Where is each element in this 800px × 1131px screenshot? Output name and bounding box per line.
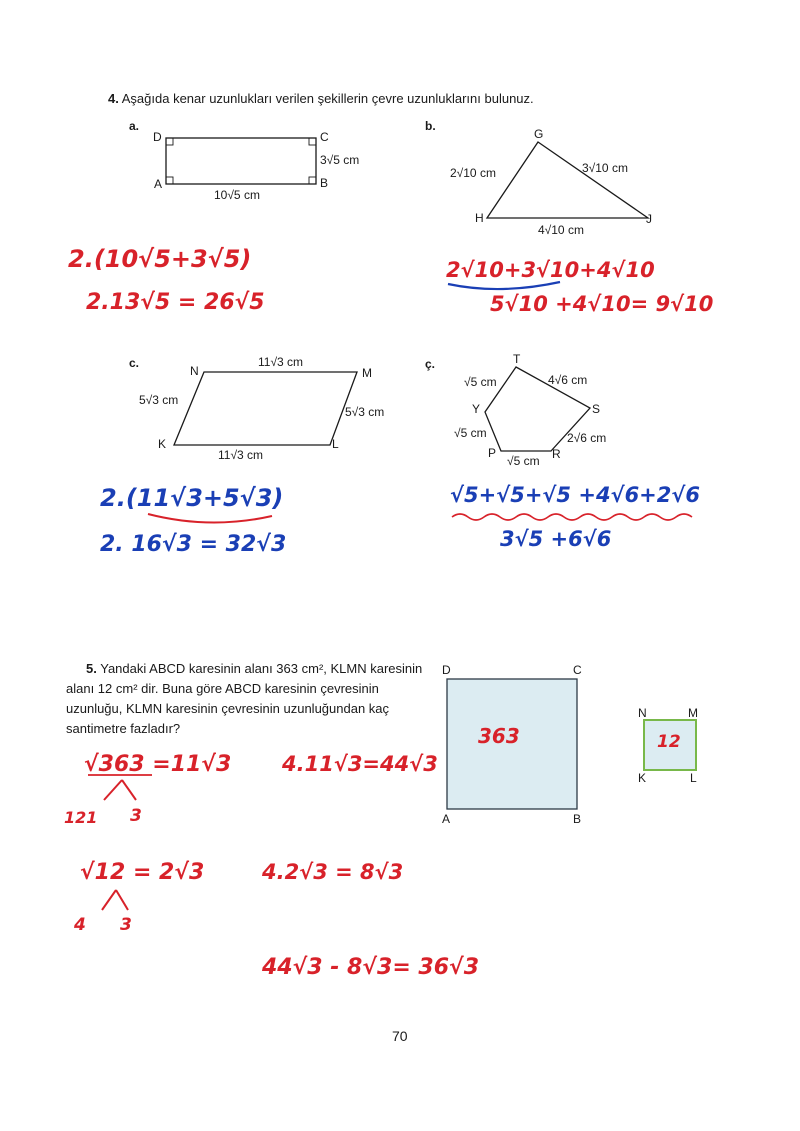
work-5-perimeter-klmn: 4.2√3 = 8√3 [262,860,404,884]
vertex-d: D [153,130,162,144]
side-ab-label: 10√5 cm [214,188,260,202]
side-nm-label: 11√3 cm [258,355,304,369]
work-cc-line1: √5+√5+√5 +4√6+2√6 [450,483,701,507]
vertex-p: P [488,446,497,460]
big-square-vertex-d: D [442,663,451,677]
factor-tree-12 [102,890,128,910]
big-square-vertex-c: C [573,663,582,677]
vertex-b: B [320,176,329,190]
part-b-label: b. [425,119,436,133]
part-cc-label: ç. [425,357,436,371]
blue-underline-b [448,282,560,289]
side-nk-label: 5√3 cm [139,393,179,407]
side-sr-label: 2√6 cm [567,431,607,445]
side-hj-label: 4√10 cm [538,223,584,237]
work-5-factor-3b: 3 [120,915,132,935]
question-4-prompt: Aşağıda kenar uzunlukları verilen şekillerin çevre uzunluklarını bulunuz. [121,91,534,106]
work-c-line1: 2.(11√3+5√3) [100,484,284,512]
vertex-c: C [320,130,329,144]
vertex-r: R [552,447,561,461]
vertex-l: L [332,437,339,451]
big-square-area-note: 363 [478,724,520,748]
vertex-j: J [646,212,652,226]
factor-tree-363 [104,780,136,800]
side-gj-label: 3√10 cm [582,161,628,175]
side-pr-label: √5 cm [507,454,540,468]
question-5-number: 5. [86,661,97,676]
small-square-area-note: 12 [657,732,681,752]
side-bc-label: 3√5 cm [320,153,360,167]
vertex-h: H [475,211,484,225]
small-square-vertex-l: L [690,771,697,785]
question-5 [66,659,426,739]
vertex-k: K [158,437,167,451]
work-5-factor-121: 121 [64,808,98,827]
work-cc-line2: 3√5 +6√6 [500,527,612,551]
big-square-vertex-a: A [442,812,451,826]
question-4 [108,91,534,106]
work-5-final-answer: 44√3 - 8√3= 36√3 [262,955,480,980]
vertex-n: N [190,364,199,378]
vertex-a: A [154,177,163,191]
work-5-sqrt363: √363 =11√3 [84,752,232,777]
triangle-ghj-figure [487,142,648,218]
small-square-vertex-n: N [638,706,647,720]
work-a-line2: 2.13√5 = 26√5 [86,290,265,315]
page-number: 70 [392,1028,408,1044]
parallelogram-klmn-figure [174,372,357,445]
part-c-label: c. [129,356,140,370]
vertex-t: T [513,352,521,366]
part-a-label: a. [129,119,140,133]
big-square-vertex-b: B [573,812,582,826]
side-ty-label: √5 cm [464,375,497,389]
side-kl-label: 11√3 cm [218,448,264,462]
work-5-perimeter-abcd: 4.11√3=44√3 [282,752,438,776]
vertex-y: Y [472,402,481,416]
vertex-s: S [592,402,601,416]
work-b-line1: 2√10+3√10+4√10 [446,258,655,282]
side-ml-label: 5√3 cm [345,405,385,419]
work-a-line1: 2.(10√5+3√5) [68,245,252,273]
red-underline-c [148,514,272,523]
rectangle-abcd-figure [166,138,316,184]
work-5-factor-4: 4 [74,915,86,935]
side-yp-label: √5 cm [454,426,487,440]
vertex-m: M [362,366,372,380]
vertex-g: G [534,127,544,141]
work-5-sqrt12: √12 = 2√3 [80,860,205,885]
work-b-line2: 5√10 +4√10= 9√10 [490,292,714,316]
red-wave-cc [452,514,692,520]
side-ts-label: 4√6 cm [548,373,588,387]
question-4-number: 4. [108,91,119,106]
small-square-vertex-k: K [638,771,647,785]
side-gh-label: 2√10 cm [450,166,496,180]
small-square-vertex-m: M [688,706,698,720]
question-5-text: Yandaki ABCD karesinin alanı 363 cm², KLMN karesinin alanı 12 cm² dir. Buna göre ABCD karesinin çevresinin uzunluğu, KLMN karesinin çevresinin uzunluğundan kaç santimetre fazladır? [66,661,423,736]
work-5-factor-3a: 3 [130,806,142,826]
work-c-line2: 2. 16√3 = 32√3 [100,532,287,557]
